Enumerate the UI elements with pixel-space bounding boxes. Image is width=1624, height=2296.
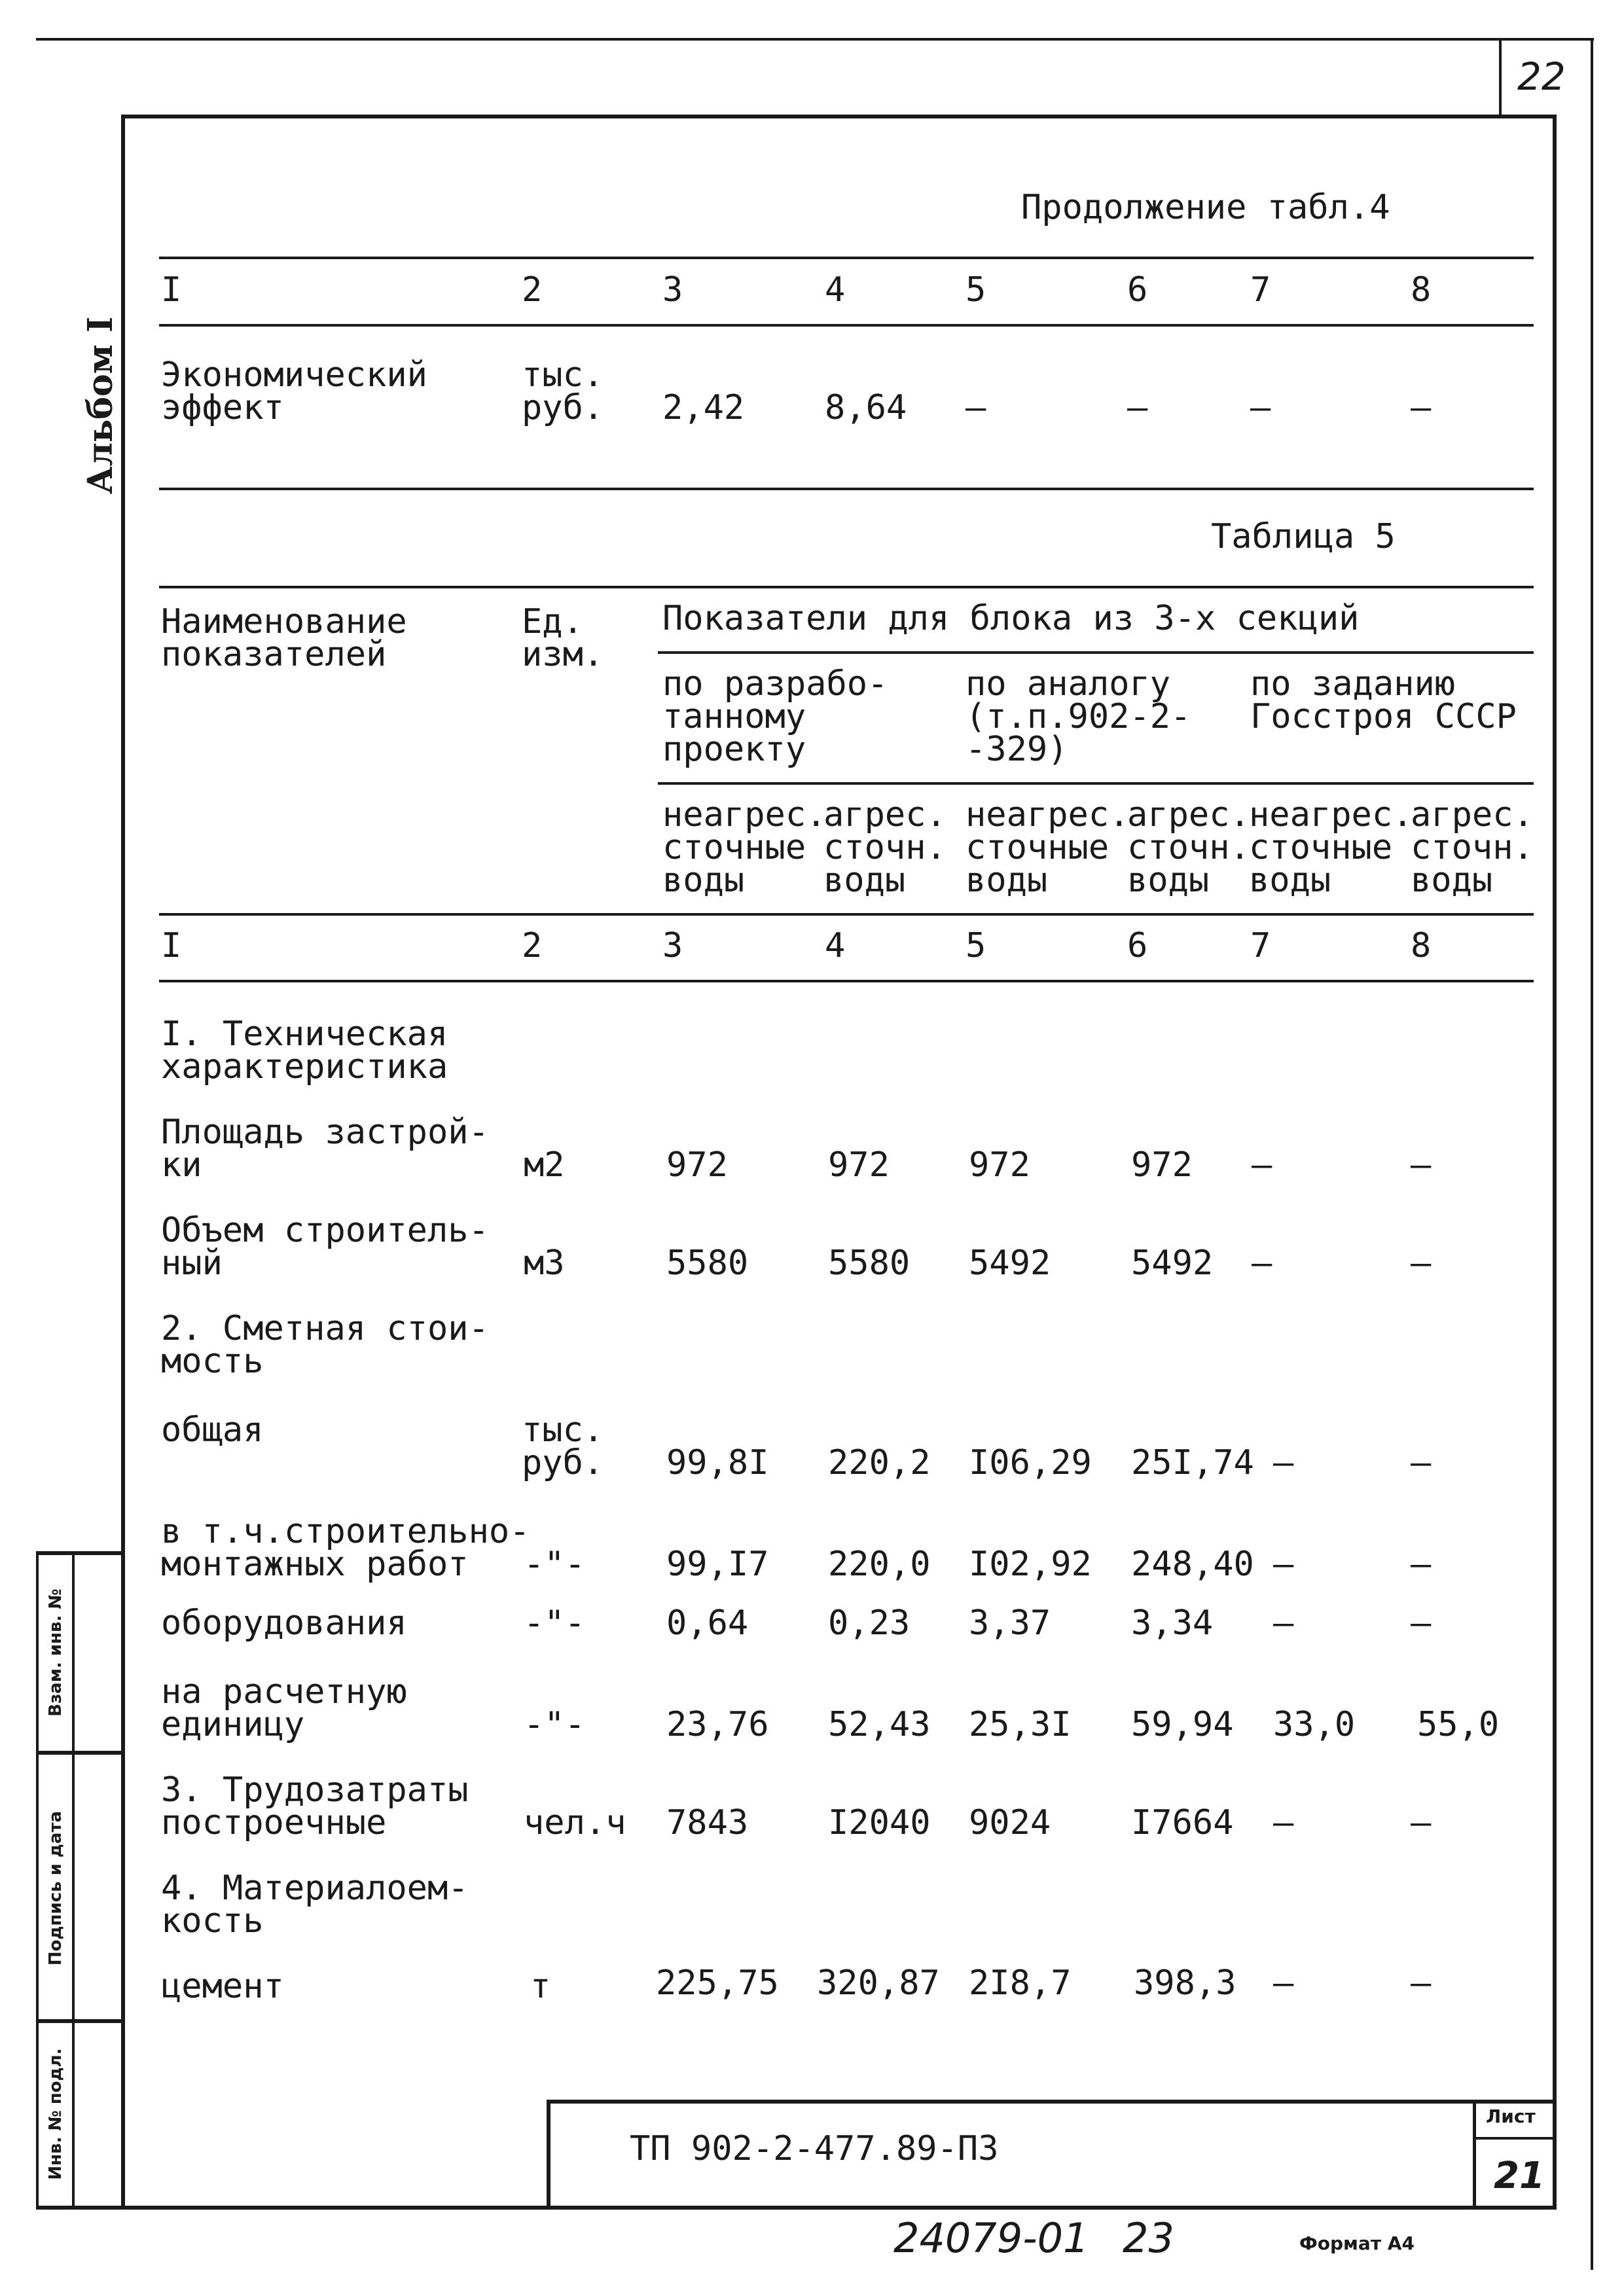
row-unit: т: [530, 1967, 551, 2006]
table4-bottom-rule: [159, 488, 1534, 490]
frame-top-border: [123, 115, 1557, 118]
value-cell: 972: [666, 1145, 728, 1185]
row-name-line1: на расчетную: [161, 1672, 407, 1712]
header-water-3-line2: сточные: [965, 828, 1110, 867]
header-sub3-line2: Госстроя СССР: [1250, 697, 1517, 736]
value-cell: –: [1273, 1604, 1294, 1643]
header-unit-line1: Ед.: [522, 602, 583, 641]
col-number: 5: [965, 270, 986, 310]
table5-top-rule: [159, 586, 1534, 588]
format-label: Формат А4: [1299, 2233, 1415, 2254]
header-name-line2: показателей: [161, 635, 387, 674]
side-cell-inventory: Инв. № подл.: [46, 2048, 65, 2180]
header-water-2-line2: сточн.: [823, 828, 947, 867]
col-number: 5: [965, 926, 986, 965]
side-cell-signature: Подпись и дата: [46, 1810, 65, 1966]
col-number: 2: [522, 926, 543, 965]
header-water-3-line3: воды: [965, 861, 1048, 900]
sheet-number: 21: [1494, 2155, 1545, 2197]
col-number: 6: [1127, 270, 1148, 310]
header-water-6-line1: агрес.: [1411, 795, 1534, 834]
value-cell: 2I8,7: [969, 1964, 1072, 2003]
col-number: 4: [825, 270, 846, 310]
row-unit: -"-: [524, 1545, 585, 1584]
value-cell: 2,42: [662, 388, 745, 427]
row-name-line2: единицу: [161, 1705, 305, 1744]
value-cell: 25,3I: [969, 1705, 1072, 1744]
value-cell: –: [1411, 1244, 1432, 1283]
header-sub-rule: [658, 782, 1534, 785]
value-cell: I06,29: [969, 1443, 1092, 1482]
row-unit: чел.ч: [524, 1803, 626, 1842]
value-cell: 7843: [666, 1803, 749, 1842]
value-cell: 5492: [1131, 1244, 1214, 1283]
document-code: ТП 902-2-477.89-ПЗ: [630, 2129, 999, 2168]
archive-number: 24079-01: [893, 2214, 1089, 2262]
value-cell: 5580: [666, 1244, 749, 1283]
row-name-line2: построечные: [161, 1803, 387, 1842]
archive-sheet: 23: [1123, 2214, 1174, 2262]
value-cell: –: [1411, 1145, 1432, 1185]
row-name-line2: ный: [161, 1244, 223, 1283]
row-unit: -"-: [524, 1604, 585, 1643]
row-name-line1: Экономический: [161, 355, 427, 395]
side-column-left: [36, 1551, 39, 2206]
row-name-line2: кость: [161, 1901, 264, 1941]
row-name-line2: ки: [161, 1145, 202, 1185]
header-water-5-line1: неагрес.: [1249, 795, 1413, 834]
value-cell: –: [965, 388, 986, 427]
side-cell-exchange: Взам. инв. №: [46, 1588, 65, 1717]
header-water-6-line3: воды: [1411, 861, 1493, 900]
album-label: Альбом I: [81, 316, 120, 494]
col-number: I: [161, 926, 182, 965]
value-cell: –: [1273, 1443, 1294, 1482]
table5-caption: Таблица 5: [1211, 517, 1396, 556]
header-water-1-line2: сточные: [662, 828, 806, 867]
side-column-right: [72, 1551, 75, 2206]
header-water-4-line2: сточн.: [1127, 828, 1250, 867]
stamp-top-border: [549, 2100, 1557, 2104]
header-sub1-line1: по разрабо-: [662, 664, 888, 704]
row-unit: м2: [524, 1145, 565, 1185]
stamp-sheet-label-rule: [1473, 2137, 1557, 2140]
value-cell: 5492: [969, 1244, 1051, 1283]
frame-right-border: [1553, 115, 1557, 2209]
col-number: 2: [522, 270, 543, 310]
row-name-line1: в т.ч.строительно-: [161, 1512, 530, 1551]
header-water-2-line3: воды: [823, 861, 906, 900]
value-cell: –: [1411, 388, 1432, 427]
page-number-box-left: [1499, 38, 1502, 117]
outer-right-border: [1591, 38, 1593, 2270]
row-unit: -"-: [524, 1705, 585, 1744]
row-name-line2: мость: [161, 1342, 264, 1381]
row-name-line1: Объем строитель-: [161, 1211, 489, 1250]
value-cell: –: [1411, 1964, 1432, 2003]
value-cell: 5580: [828, 1244, 911, 1283]
header-sub2-line1: по аналогу: [965, 664, 1171, 704]
col-number: 4: [825, 926, 846, 965]
value-cell: 99,I7: [666, 1545, 769, 1584]
header-water-4-line3: воды: [1127, 861, 1210, 900]
value-cell: 0,23: [828, 1604, 911, 1643]
value-cell: 3,37: [969, 1604, 1051, 1643]
value-cell: I7664: [1131, 1803, 1234, 1842]
value-cell: –: [1411, 1443, 1432, 1482]
header-name-line1: Наименование: [161, 602, 407, 641]
value-cell: 398,3: [1134, 1964, 1236, 2003]
value-cell: –: [1411, 1803, 1432, 1842]
col-number: 8: [1411, 926, 1432, 965]
row-unit-line1: тыс.: [522, 355, 604, 395]
outer-top-border: [36, 38, 1594, 41]
stamp-sheet-divider: [1473, 2100, 1476, 2210]
value-cell: 320,87: [817, 1964, 940, 2003]
sheet-label: Лист: [1486, 2106, 1536, 2127]
row-name-line1: оборудования: [161, 1604, 407, 1643]
table4-top-rule: [159, 257, 1534, 259]
value-cell: 9024: [969, 1803, 1051, 1842]
value-cell: I2040: [828, 1803, 931, 1842]
value-cell: 52,43: [828, 1705, 931, 1744]
row-name-line2: характеристика: [161, 1047, 448, 1086]
row-unit: м3: [524, 1244, 565, 1283]
stamp-left-border: [547, 2100, 550, 2210]
header-unit-line2: изм.: [522, 635, 604, 674]
value-cell: –: [1250, 388, 1271, 427]
header-sub3-line1: по заданию: [1250, 664, 1456, 704]
header-water-1-line3: воды: [662, 861, 745, 900]
table4-caption: Продолжение табл.4: [1021, 188, 1390, 227]
header-sub1-line3: проекту: [662, 730, 806, 769]
value-cell: –: [1273, 1545, 1294, 1584]
header-water-4-line1: агрес.: [1127, 795, 1250, 834]
header-sub1-line2: танному: [662, 697, 806, 736]
col-number: 3: [662, 926, 683, 965]
table4-header-rule: [159, 324, 1534, 327]
header-group-rule: [658, 651, 1534, 654]
value-cell: 33,0: [1273, 1705, 1356, 1744]
col-number: 6: [1127, 926, 1148, 965]
row-name-line2: монтажных работ: [161, 1545, 469, 1584]
header-water-2-line1: агрес.: [823, 795, 947, 834]
header-sub2-line2: (т.п.902-2-: [965, 697, 1191, 736]
side-divider-2: [36, 1751, 124, 1755]
value-cell: 99,8I: [666, 1443, 769, 1482]
value-cell: 59,94: [1131, 1705, 1234, 1744]
row-name-line2: эффект: [161, 388, 284, 427]
header-group-title: Показатели для блока из 3-х секций: [662, 599, 1360, 638]
value-cell: 248,40: [1131, 1545, 1254, 1584]
value-cell: –: [1411, 1604, 1432, 1643]
table5-colnum-rule: [159, 980, 1534, 982]
value-cell: I02,92: [969, 1545, 1092, 1584]
value-cell: –: [1273, 1964, 1294, 2003]
frame-bottom-border: [36, 2206, 1557, 2210]
value-cell: 25I,74: [1131, 1443, 1254, 1482]
value-cell: 3,34: [1131, 1604, 1214, 1643]
value-cell: 0,64: [666, 1604, 749, 1643]
table5-header-bottom-rule: [159, 913, 1534, 916]
header-water-5-line3: воды: [1249, 861, 1331, 900]
value-cell: 972: [969, 1145, 1030, 1185]
header-water-5-line2: сточные: [1249, 828, 1393, 867]
value-cell: 225,75: [656, 1964, 779, 2003]
col-number: 7: [1250, 270, 1271, 310]
value-cell: 972: [1131, 1145, 1193, 1185]
row-unit: тыс. руб.: [522, 1410, 604, 1482]
value-cell: –: [1127, 388, 1148, 427]
header-water-3-line1: неагрес.: [965, 795, 1130, 834]
row-name-line1: 2. Сметная стои-: [161, 1309, 489, 1348]
value-cell: 8,64: [825, 388, 907, 427]
header-water-1-line1: неагрес.: [662, 795, 827, 834]
value-cell: 55,0: [1417, 1705, 1500, 1744]
row-name-line1: I. Техническая: [161, 1014, 448, 1054]
value-cell: 220,2: [828, 1443, 931, 1482]
row-unit-line2: руб.: [522, 388, 604, 427]
value-cell: –: [1252, 1244, 1272, 1283]
row-name-line1: 4. Материалоем-: [161, 1869, 469, 1908]
value-cell: 972: [828, 1145, 890, 1185]
value-cell: 23,76: [666, 1705, 769, 1744]
row-name-line1: Площадь застрой-: [161, 1113, 489, 1152]
value-cell: –: [1273, 1803, 1294, 1842]
row-name-line1: цемент: [161, 1967, 284, 2006]
col-number: 3: [662, 270, 683, 310]
header-water-6-line2: сточн.: [1411, 828, 1534, 867]
page-number-top: 22: [1517, 54, 1566, 99]
value-cell: –: [1252, 1145, 1272, 1185]
col-number: 8: [1411, 270, 1432, 310]
row-name-line1: общая: [161, 1410, 264, 1450]
header-sub2-line3: -329): [965, 730, 1068, 769]
col-number: I: [161, 270, 182, 310]
value-cell: 220,0: [828, 1545, 931, 1584]
col-number: 7: [1250, 926, 1271, 965]
row-name-line1: 3. Трудозатраты: [161, 1770, 469, 1810]
value-cell: –: [1411, 1545, 1432, 1584]
